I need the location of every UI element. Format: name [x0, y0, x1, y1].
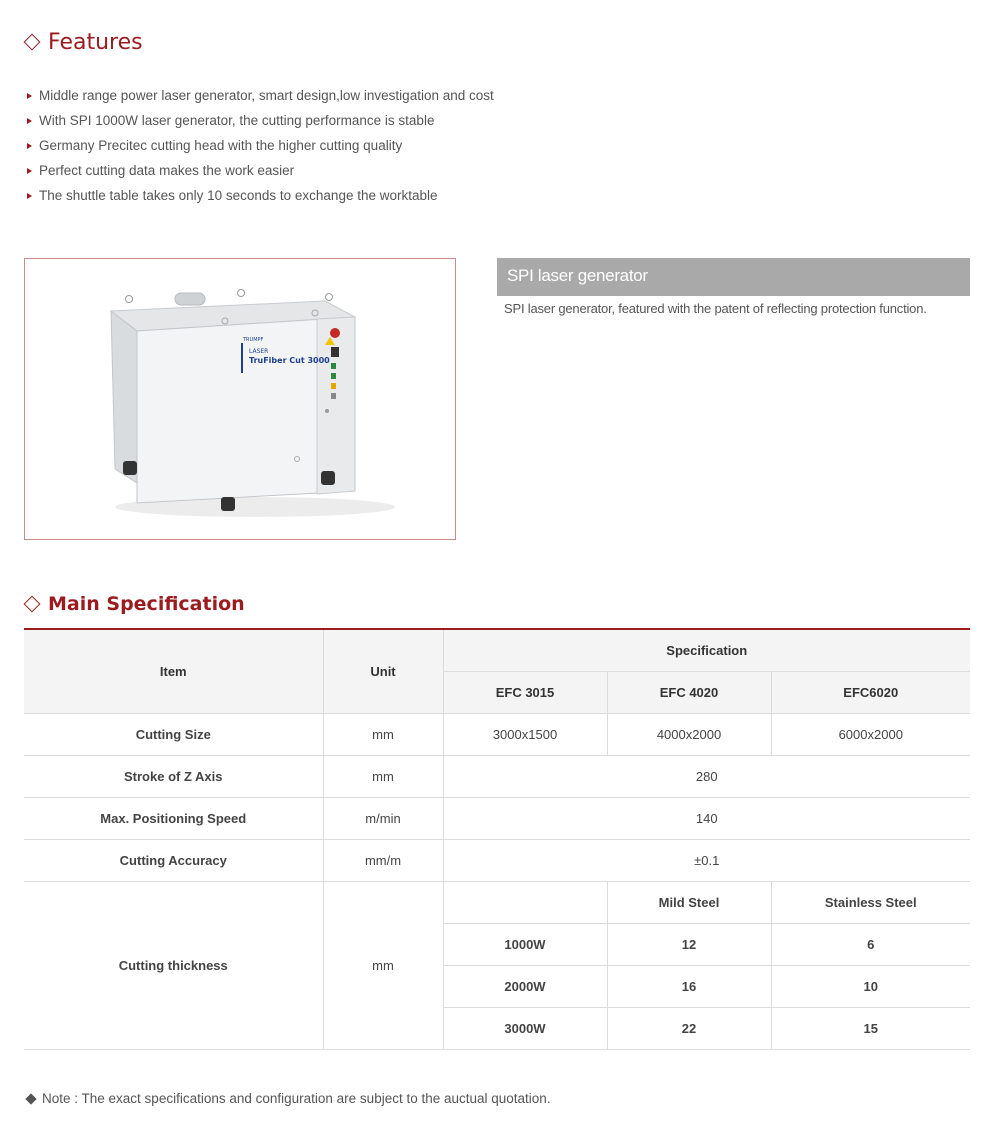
header-unit: Unit	[323, 629, 443, 714]
feature-item	[27, 183, 494, 208]
row-unit: mm	[323, 882, 443, 1050]
power-label: 2000W	[443, 966, 607, 1008]
triangle-bullet-icon	[27, 118, 32, 124]
cabinet-brand-mark: TRUMPF	[243, 337, 264, 343]
triangle-bullet-icon	[27, 93, 32, 99]
feature-text: Perfect cutting data makes the work easier	[39, 163, 295, 178]
table-row	[24, 629, 970, 672]
material-header: Stainless Steel	[771, 882, 970, 924]
header-model: EFC 3015	[443, 672, 607, 714]
cell-value: 10	[771, 966, 970, 1008]
triangle-bullet-icon	[27, 143, 32, 149]
cabinet-label-line2: TruFiber Cut 3000	[249, 356, 330, 365]
cell-value: 280	[443, 756, 970, 798]
laser-generator-image	[24, 258, 456, 540]
features-title-text: Features	[48, 29, 143, 55]
table-row	[24, 882, 970, 924]
header-model: EFC6020	[771, 672, 970, 714]
cell-value: 3000x1500	[443, 714, 607, 756]
cell-value: ±0.1	[443, 840, 970, 882]
row-unit: mm	[323, 714, 443, 756]
header-model: EFC 4020	[607, 672, 771, 714]
cell-value: 140	[443, 798, 970, 840]
table-row	[24, 756, 970, 798]
features-list	[27, 83, 494, 208]
feature-text: The shuttle table takes only 10 seconds to exchange the worktable	[39, 188, 438, 203]
diamond-outline-icon	[24, 596, 41, 613]
power-label: 3000W	[443, 1008, 607, 1050]
quotation-note	[24, 1091, 551, 1106]
cell-empty	[443, 882, 607, 924]
note-text: Note : The exact specifications and configuration are subject to the auctual quotation.	[42, 1091, 551, 1106]
diamond-outline-icon	[24, 34, 41, 51]
table-row	[24, 714, 970, 756]
cell-value: 6000x2000	[771, 714, 970, 756]
table-row	[24, 798, 970, 840]
laser-cabinet-illustration	[25, 259, 457, 541]
feature-text: Middle range power laser generator, smart design,low investigation and cost	[39, 88, 494, 103]
features-heading	[22, 26, 143, 58]
material-header: Mild Steel	[607, 882, 771, 924]
row-unit: mm/m	[323, 840, 443, 882]
spec-heading	[22, 588, 245, 620]
feature-text: Germany Precitec cutting head with the higher cutting quality	[39, 138, 403, 153]
row-label: Max. Positioning Speed	[24, 798, 323, 840]
row-label: Cutting Accuracy	[24, 840, 323, 882]
cell-value: 6	[771, 924, 970, 966]
triangle-bullet-icon	[27, 193, 32, 199]
filled-diamond-icon	[25, 1093, 36, 1104]
triangle-bullet-icon	[27, 168, 32, 174]
feature-item	[27, 158, 494, 183]
spec-table	[24, 628, 970, 1050]
row-label: Stroke of Z Axis	[24, 756, 323, 798]
power-label: 1000W	[443, 924, 607, 966]
cell-value: 12	[607, 924, 771, 966]
row-label: Cutting thickness	[24, 882, 323, 1050]
cell-value: 15	[771, 1008, 970, 1050]
row-unit: mm	[323, 756, 443, 798]
feature-item	[27, 83, 494, 108]
header-item: Item	[24, 629, 323, 714]
generator-description: SPI laser generator, featured with the patent of reflecting protection function.	[504, 301, 927, 316]
generator-header: SPI laser generator	[497, 258, 970, 296]
table-row	[24, 840, 970, 882]
spec-title-text: Main Specification	[48, 593, 245, 615]
row-label: Cutting Size	[24, 714, 323, 756]
cabinet-label-line1: LASER	[249, 348, 269, 355]
cell-value: 4000x2000	[607, 714, 771, 756]
feature-text: With SPI 1000W laser generator, the cutting performance is stable	[39, 113, 435, 128]
feature-item	[27, 133, 494, 158]
header-specification: Specification	[443, 629, 970, 672]
feature-item	[27, 108, 494, 133]
cell-value: 22	[607, 1008, 771, 1050]
row-unit: m/min	[323, 798, 443, 840]
cell-value: 16	[607, 966, 771, 1008]
